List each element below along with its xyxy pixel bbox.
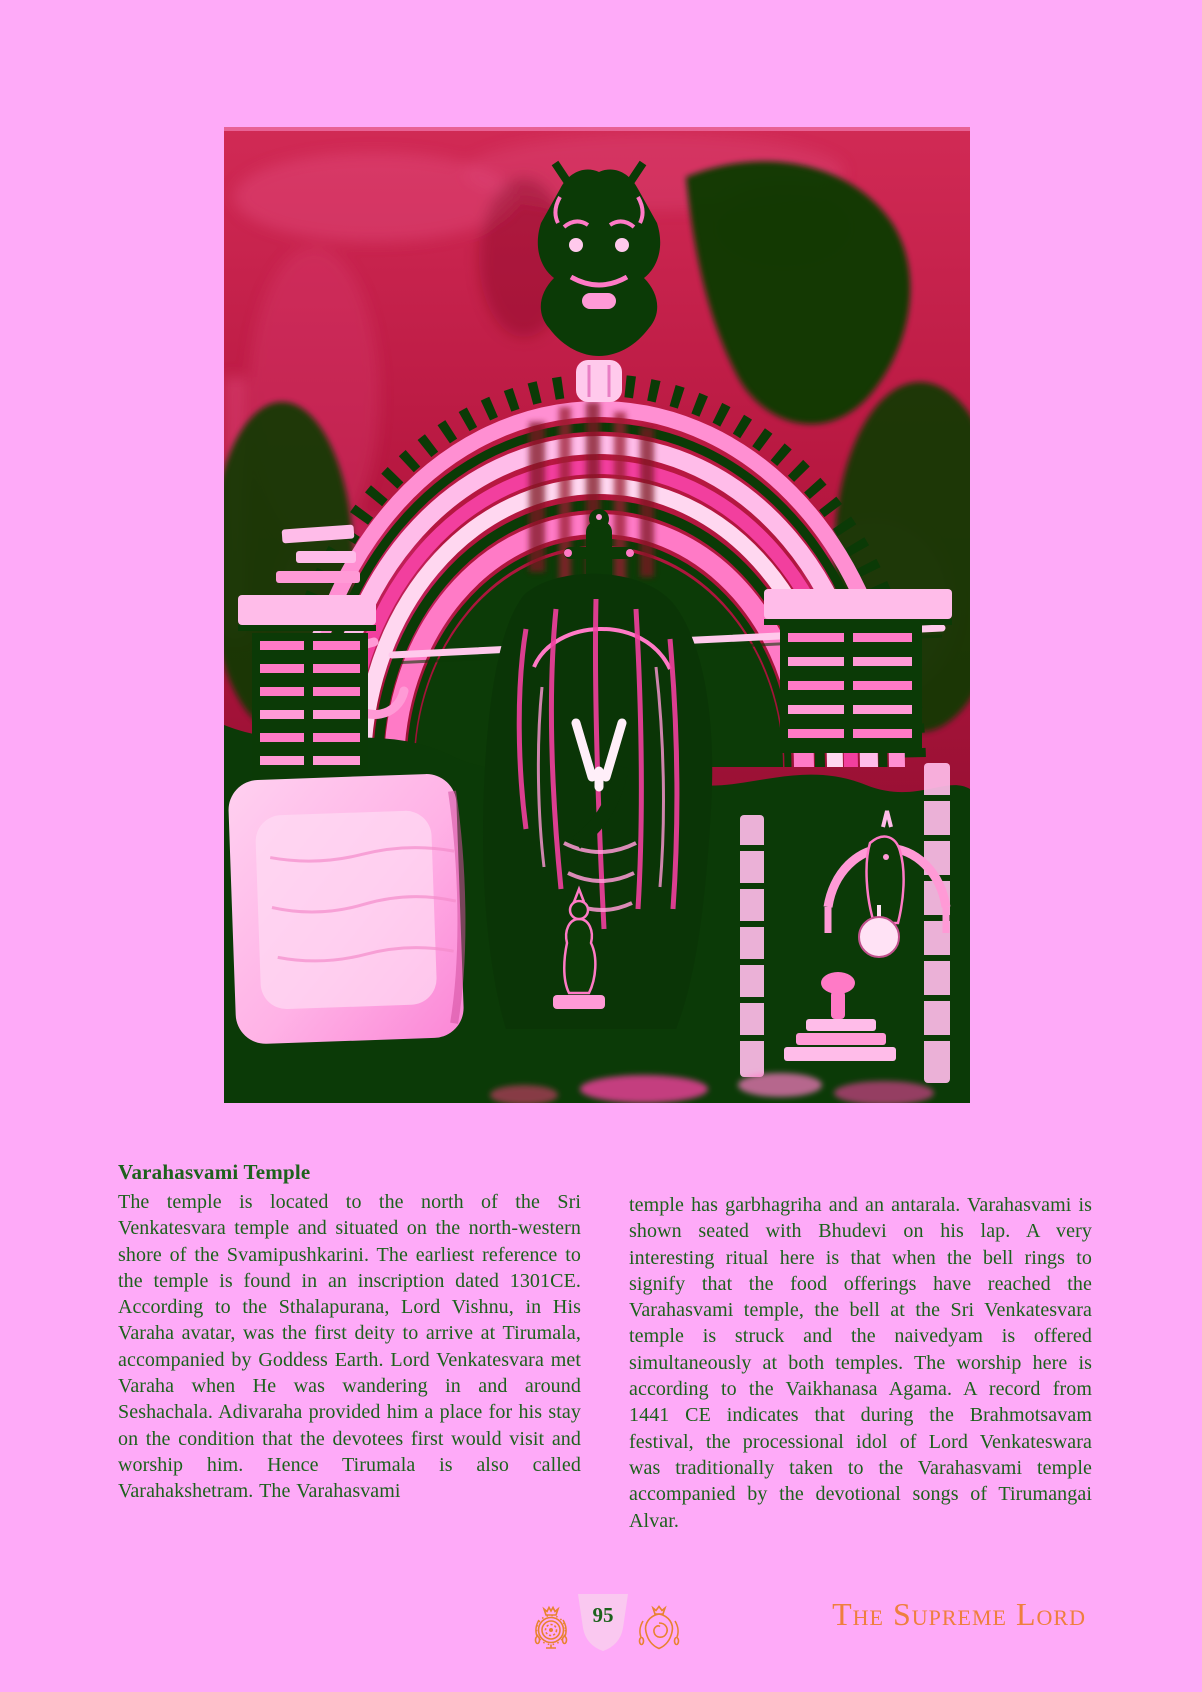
- deity-silhouette: [483, 574, 712, 1029]
- article-section: [118, 1158, 1092, 1534]
- book-title: The Supreme Lord: [832, 1596, 1086, 1632]
- right-striped-pillar: [780, 625, 922, 753]
- article-text-right: temple has garbhagriha and an antarala. Varahasvami is shown seated with Bhudevi on his lap. A very interesting ritual here is that when the bell rings to signify that the food offerings have reached the Varahasvami temple, the bell at the Sri Venkatesvara temple is struck and the naivedyam is offered simultaneously at both temples. The worship here is according to the Vaikhanasa Agama. A record from 1441 CE indicates that during the Brahmotsavam festival, the processional idol of Lord Venkateswara was traditionally taken to the Varahasvami temple accompanied by the devotional songs of Tirumangai Alvar.: [629, 1194, 1092, 1532]
- chakra-icon: [532, 1603, 570, 1651]
- article-heading: Varahasvami Temple: [118, 1160, 311, 1184]
- article-column-left: [118, 1158, 581, 1534]
- left-striped-pillar: [252, 633, 368, 781]
- page-number: 95: [592, 1603, 614, 1627]
- article-column-right: [629, 1158, 1092, 1534]
- conch-icon: [638, 1603, 680, 1651]
- stone-slab: [228, 773, 466, 1045]
- varahasvami-deity-artwork: [224, 127, 970, 1103]
- article-text-left: The temple is located to the north of the Sri Venkatesvara temple and situated on the north-western shore of the Svamipushkarini. The earliest reference to the temple is found in an inscription dated 1301CE. According to the Sthalapurana, Lord Vishnu, in His Varaha avatar, was the first deity to arrive at Tirumala, accompanied by Goddess Earth. Lord Venkatesvara met Varaha when He was wandering in and around Seshachala. Adivaraha provided him a place for his stay on the condition that the devotees first would visit and worship him. Hence Tirumala is also called Varahakshetram. The Varahasvami: [118, 1191, 581, 1503]
- deity-photo: [224, 127, 970, 1103]
- page-number-shield: [577, 1594, 629, 1654]
